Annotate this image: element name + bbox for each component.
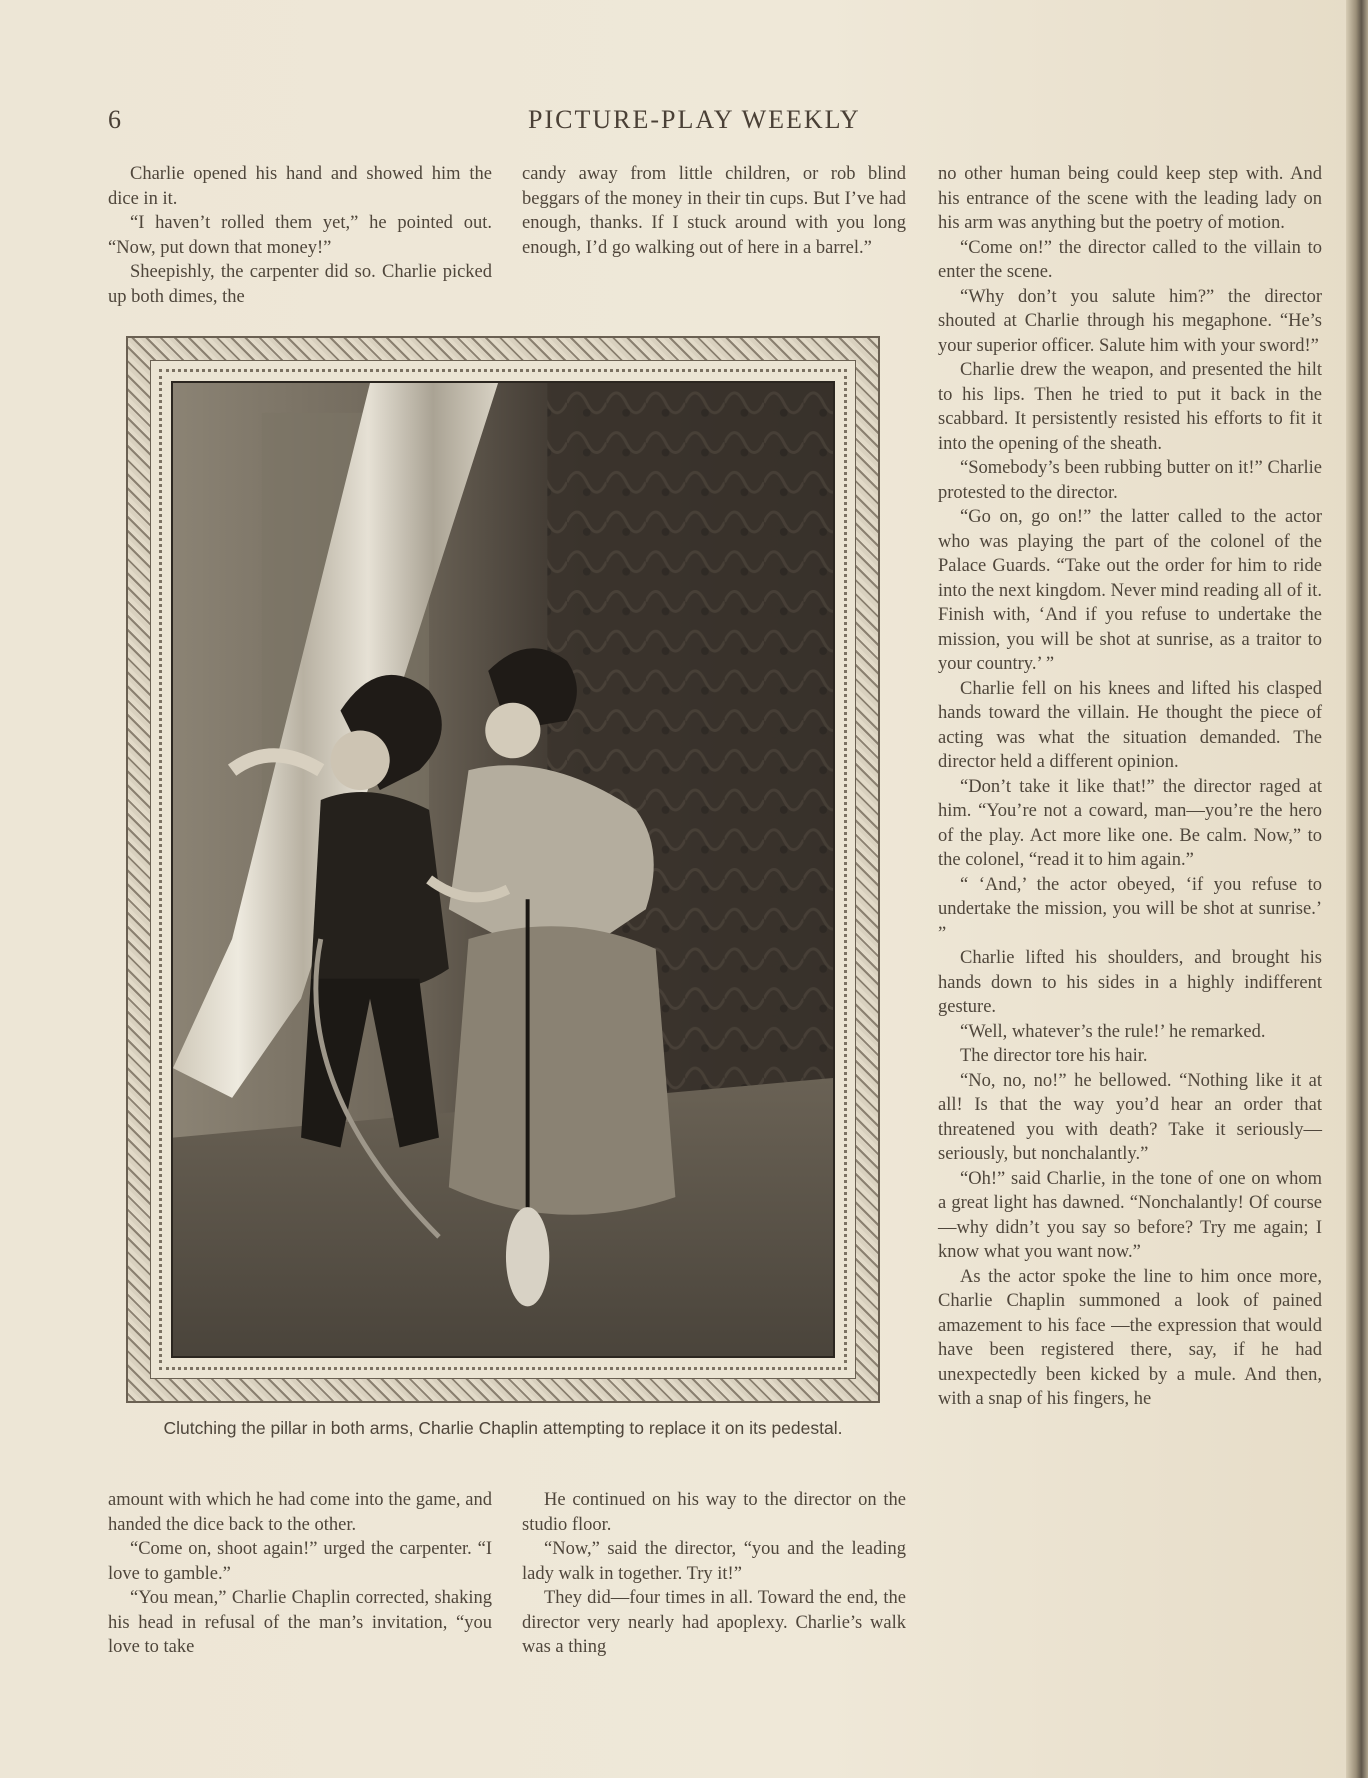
paragraph: “No, no, no!” he bellowed. “Nothing like it at all! Is that the way you’d hear an order that threatened you with death? Take it seriously—seriously, but nonchalantly.” <box>938 1070 1322 1164</box>
paragraph: “ ‘And,’ the actor obeyed, ‘if you refuse to undertake the mission, you will be shot at sunrise.’ ” <box>938 874 1322 944</box>
paragraph: “Oh!” said Charlie, in the tone of one on whom a great light has dawned. “Nonchalantly! Of course—why didn’t you say so before? Try me again; I know what you want now.” <box>938 1168 1322 1262</box>
paragraph: “Come on!” the director called to the villain to enter the scene. <box>938 237 1322 282</box>
column-bottom-left <box>108 1488 492 1660</box>
paragraph: candy away from little children, or rob blind beggars of the money in their tin cups. But I’ve had enough, thanks. If I stuck around with you long enough, I’d go walking out of here in a barrel.” <box>522 164 906 258</box>
paragraph: Charlie drew the weapon, and presented the hilt to his lips. Then he tried to put it back in the scabbard. It persistently resisted his efforts to fit it into the opening of the sheath. <box>938 360 1322 454</box>
paragraph: He continued on his way to the director on the studio floor. <box>522 1490 906 1535</box>
photo-frame <box>126 336 880 1403</box>
paragraph: “Somebody’s been rubbing butter on it!” Charlie protested to the director. <box>938 458 1322 503</box>
column-right <box>938 162 1322 1412</box>
column-top-left <box>108 162 492 309</box>
photo-illustration <box>173 383 833 1356</box>
column-top-middle <box>522 162 906 260</box>
paragraph: As the actor spoke the line to him once more, Charlie Chaplin summoned a look of pained amazement to his face —the expression that would have been registered there, say, if he had unexpectedly been kicked by a mule. And then, with a snap of his fingers, he <box>938 1266 1322 1409</box>
page-number: 6 <box>108 105 121 134</box>
photo-mat <box>150 360 856 1379</box>
paragraph: Charlie opened his hand and showed him the dice in it. <box>108 164 492 209</box>
paragraph: amount with which he had come into the game, and handed the dice back to the other. <box>108 1490 492 1535</box>
paragraph: “Come on, shoot again!” urged the carpenter. “I love to gamble.” <box>108 1539 492 1584</box>
paragraph: Charlie lifted his shoulders, and brought his hands down to his sides in a highly indifferent gesture. <box>938 948 1322 1017</box>
paragraph: “Well, whatever’s the rule!’ he remarked. <box>960 1021 1266 1042</box>
paragraph: “Now,” said the director, “you and the leading lady walk in together. Try it!” <box>522 1539 906 1584</box>
paragraph: no other human being could keep step with. And his entrance of the scene with the leading lady on his arm was anything but the poetry of motion. <box>938 164 1322 233</box>
paragraph: “You mean,” Charlie Chaplin corrected, shaking his head in refusal of the man’s invitation, “you love to take <box>108 1588 492 1657</box>
paragraph: “Don’t take it like that!” the director raged at him. “You’re not a coward, man—you’re the hero of the play. Act more like one. Be calm. Now,” to the colonel, “read it to him again.” <box>938 776 1322 870</box>
paragraph: Charlie fell on his knees and lifted his clasped hands toward the villain. He thought the piece of acting was what the situation demanded. The director held a different opinion. <box>938 678 1322 772</box>
book-gutter <box>1346 0 1368 1778</box>
paragraph: Sheepishly, the carpenter did so. Charlie picked up both dimes, the <box>108 262 492 307</box>
paragraph: “Why don’t you salute him?” the director shouted at Charlie through his megaphone. “He’s your superior officer. Salute him with your sword!” <box>938 286 1322 356</box>
paragraph: The director tore his hair. <box>960 1046 1148 1066</box>
page-header <box>108 105 1108 145</box>
paragraph: They did—four times in all. Toward the end, the director very nearly had apoplexy. Charlie’s walk was a thing <box>522 1588 906 1657</box>
paragraph: “I haven’t rolled them yet,” he pointed out. “Now, put down that money!” <box>108 213 492 258</box>
film-still-photo <box>171 381 835 1358</box>
photo-caption: Clutching the pillar in both arms, Charlie Chaplin attempting to replace it on its pedestal. <box>163 1418 843 1438</box>
magazine-title: PICTURE-PLAY WEEKLY <box>528 105 861 134</box>
column-bottom-middle <box>522 1488 906 1660</box>
paragraph: “Go on, go on!” the latter called to the actor who was playing the part of the colonel of the Palace Guards. “Take out the order for him to ride into the next kingdom. Never mind reading all of it. Finish with, ‘And if you refuse to undertake the mission, you will be shot at sunrise, as a traitor to your country.’ ” <box>938 507 1322 674</box>
